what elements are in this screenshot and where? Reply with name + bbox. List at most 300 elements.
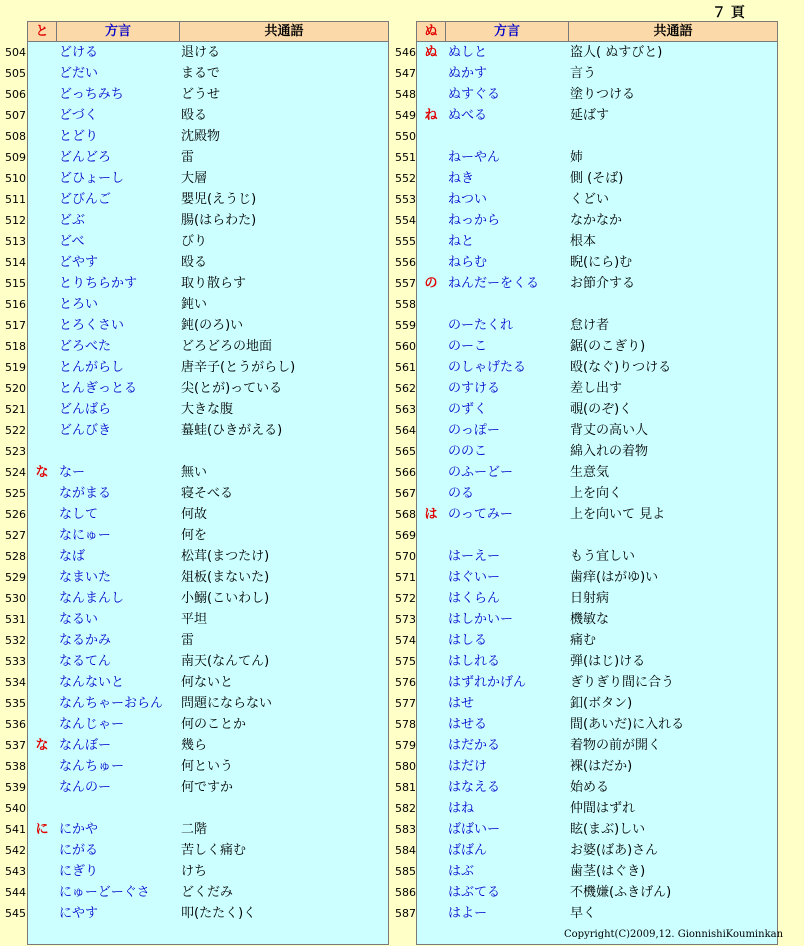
table-row bbox=[395, 84, 777, 105]
dialect-word: ねらむ bbox=[448, 255, 488, 270]
row-number: 568 bbox=[395, 508, 416, 521]
dialect-word: なにゅー bbox=[59, 528, 111, 543]
left-dictionary-table bbox=[5, 21, 389, 945]
row-number: 583 bbox=[395, 823, 416, 836]
table-row bbox=[5, 63, 388, 84]
table-row bbox=[5, 84, 388, 105]
row-number: 519 bbox=[5, 361, 26, 374]
table-row bbox=[395, 357, 777, 378]
row-number: 558 bbox=[395, 298, 416, 311]
table-row bbox=[395, 756, 777, 777]
table-row bbox=[395, 630, 777, 651]
dialect-word: ぬべる bbox=[448, 108, 488, 123]
table-row bbox=[395, 42, 777, 63]
kana-index: は bbox=[424, 507, 438, 522]
row-number: 582 bbox=[395, 802, 416, 815]
table-row bbox=[395, 819, 777, 840]
dialect-word: とろくさい bbox=[59, 318, 125, 333]
row-number: 528 bbox=[5, 550, 26, 563]
row-number: 549 bbox=[395, 109, 416, 122]
table-row bbox=[5, 588, 388, 609]
standard-word: 弾(はじ)ける bbox=[570, 654, 646, 669]
table-row bbox=[5, 357, 388, 378]
dialect-word: はーえー bbox=[448, 549, 501, 564]
standard-word: どろどろの地面 bbox=[181, 339, 273, 354]
row-number: 515 bbox=[5, 277, 26, 290]
standard-word: 腸(はらわた) bbox=[181, 213, 257, 228]
dialect-word: なして bbox=[59, 507, 99, 522]
table-row bbox=[395, 126, 777, 147]
dialect-word: ねっから bbox=[448, 213, 501, 228]
dialect-word: はせ bbox=[448, 696, 475, 711]
row-number: 574 bbox=[395, 634, 416, 647]
table-row bbox=[5, 840, 388, 861]
table-row bbox=[5, 609, 388, 630]
dialect-word: にぎり bbox=[59, 864, 99, 879]
table-row bbox=[5, 105, 388, 126]
row-number: 513 bbox=[5, 235, 26, 248]
standard-word: 南天(なんてん) bbox=[181, 654, 270, 669]
row-number: 581 bbox=[395, 781, 416, 794]
left-table-body bbox=[5, 42, 389, 945]
table-row bbox=[5, 714, 388, 735]
row-number: 526 bbox=[5, 508, 26, 521]
dialect-word: どやす bbox=[59, 255, 99, 270]
dialect-word: はよー bbox=[448, 906, 488, 921]
table-row bbox=[395, 903, 777, 924]
kana-index: の bbox=[424, 276, 438, 291]
row-number: 575 bbox=[395, 655, 416, 668]
table-row bbox=[395, 378, 777, 399]
row-number: 563 bbox=[395, 403, 416, 416]
standard-word: 殴る bbox=[181, 255, 208, 270]
dialect-word: はね bbox=[448, 801, 475, 816]
standard-word: 裸(はだか) bbox=[570, 759, 633, 774]
standard-word: 延ばす bbox=[570, 108, 610, 123]
row-number: 580 bbox=[395, 760, 416, 773]
table-row bbox=[395, 315, 777, 336]
standard-word: 何のことか bbox=[181, 717, 247, 732]
row-number: 539 bbox=[5, 781, 26, 794]
table-row bbox=[395, 777, 777, 798]
row-number: 587 bbox=[395, 907, 416, 920]
table-row bbox=[395, 693, 777, 714]
table-row bbox=[5, 441, 388, 462]
dialect-word: どんばら bbox=[59, 402, 112, 417]
dialect-word: どづく bbox=[59, 108, 98, 123]
standard-word: 何ですか bbox=[181, 780, 234, 795]
dialect-word: はずれかげん bbox=[448, 675, 527, 690]
row-number: 520 bbox=[5, 382, 26, 395]
dialect-word: とろい bbox=[59, 297, 99, 312]
table-row bbox=[5, 567, 388, 588]
row-number: 557 bbox=[395, 277, 416, 290]
dialect-word: はぶてる bbox=[448, 885, 501, 900]
row-number: 512 bbox=[5, 214, 26, 227]
standard-word: 釦(ボタン) bbox=[570, 696, 633, 711]
row-number: 516 bbox=[5, 298, 26, 311]
row-number: 553 bbox=[395, 193, 416, 206]
table-row bbox=[5, 861, 388, 882]
standard-word: 幾ら bbox=[181, 738, 208, 753]
standard-word: 上を向く bbox=[570, 486, 623, 501]
row-number: 533 bbox=[5, 655, 26, 668]
row-number: 522 bbox=[5, 424, 26, 437]
dialect-word: なんちゅー bbox=[59, 759, 125, 774]
row-number: 514 bbox=[5, 256, 26, 269]
table-row bbox=[395, 567, 777, 588]
row-number: 554 bbox=[395, 214, 416, 227]
header-standard-cell: 共通語 bbox=[264, 24, 304, 39]
standard-word: 側 (そば) bbox=[570, 171, 624, 186]
row-number: 564 bbox=[395, 424, 416, 437]
left-table-header bbox=[27, 21, 389, 42]
dialect-word: どぶ bbox=[59, 213, 86, 228]
dialect-word: とんぎっとる bbox=[59, 381, 138, 396]
row-number: 524 bbox=[5, 466, 26, 479]
row-number: 508 bbox=[5, 130, 26, 143]
row-number: 576 bbox=[395, 676, 416, 689]
dialect-word: のふーどー bbox=[448, 465, 514, 480]
table-row bbox=[395, 336, 777, 357]
standard-word: どくだみ bbox=[181, 885, 234, 900]
table-row bbox=[395, 63, 777, 84]
row-number: 509 bbox=[5, 151, 26, 164]
standard-word: 二階 bbox=[181, 822, 208, 837]
dialect-word: ねつい bbox=[448, 192, 488, 207]
row-number: 565 bbox=[395, 445, 416, 458]
standard-word: 雷 bbox=[181, 633, 195, 648]
standard-word: 覗(のぞ)く bbox=[570, 402, 633, 417]
table-row bbox=[5, 399, 388, 420]
row-number: 535 bbox=[5, 697, 26, 710]
standard-word: 眩(まぶ)しい bbox=[570, 822, 646, 837]
dialect-word: なば bbox=[59, 549, 86, 564]
table-row bbox=[5, 903, 388, 924]
row-number: 555 bbox=[395, 235, 416, 248]
dialect-word: ねき bbox=[448, 171, 475, 186]
dialect-word: のーこ bbox=[448, 339, 488, 354]
table-row bbox=[395, 273, 777, 294]
standard-word: 蟇蛙(ひきがえる) bbox=[181, 423, 283, 438]
table-row bbox=[395, 252, 777, 273]
dialect-word: ねーやん bbox=[448, 150, 501, 165]
standard-word: 姉 bbox=[570, 150, 584, 165]
row-number: 560 bbox=[395, 340, 416, 353]
standard-word: 上を向いて 見よ bbox=[570, 507, 666, 522]
dialect-word: ねんだーをくる bbox=[448, 276, 540, 291]
table-row bbox=[5, 42, 388, 63]
dialect-word: なんないと bbox=[59, 675, 125, 690]
dialect-word: どろべた bbox=[59, 339, 112, 354]
standard-word: 鈍い bbox=[181, 297, 208, 312]
standard-word: 早く bbox=[570, 906, 597, 921]
table-row bbox=[395, 462, 777, 483]
dialect-word: ながまる bbox=[59, 486, 112, 501]
row-number: 506 bbox=[5, 88, 26, 101]
table-row bbox=[5, 735, 388, 756]
row-number: 586 bbox=[395, 886, 416, 899]
table-row bbox=[395, 483, 777, 504]
dialect-word: のっぽー bbox=[448, 423, 500, 438]
row-number: 507 bbox=[5, 109, 26, 122]
table-row bbox=[5, 651, 388, 672]
row-number: 523 bbox=[5, 445, 26, 458]
standard-word: どうせ bbox=[181, 87, 221, 102]
table-row bbox=[395, 210, 777, 231]
standard-word: 鋸(のこぎり) bbox=[570, 339, 646, 354]
dialect-word: ばばん bbox=[448, 843, 488, 858]
dialect-word: はしる bbox=[448, 633, 488, 648]
standard-word: 綿入れの着物 bbox=[570, 444, 649, 459]
row-number: 537 bbox=[5, 739, 26, 752]
standard-word: 平坦 bbox=[181, 612, 208, 627]
row-number: 584 bbox=[395, 844, 416, 857]
row-number: 542 bbox=[5, 844, 26, 857]
table-row bbox=[5, 126, 388, 147]
standard-word: 沈殿物 bbox=[181, 129, 221, 144]
standard-word: 苦しく痛む bbox=[181, 843, 247, 858]
table-row bbox=[395, 420, 777, 441]
dialect-word: なまいた bbox=[59, 570, 112, 585]
dialect-word: はしれる bbox=[448, 654, 501, 669]
row-number: 534 bbox=[5, 676, 26, 689]
table-row bbox=[395, 714, 777, 735]
dialect-word: とどり bbox=[59, 129, 99, 144]
standard-word: 退ける bbox=[181, 45, 221, 60]
kana-index: に bbox=[35, 822, 49, 837]
table-row bbox=[5, 798, 388, 819]
dialect-word: とりちらかす bbox=[59, 276, 138, 291]
standard-word: なかなか bbox=[570, 213, 623, 228]
dialect-word: はぶ bbox=[448, 864, 475, 879]
row-number: 546 bbox=[395, 46, 416, 59]
standard-word: 殴(なぐ)りつける bbox=[570, 360, 672, 375]
standard-word: 生意気 bbox=[570, 465, 610, 480]
row-number: 536 bbox=[5, 718, 26, 731]
dialect-word: ばばいー bbox=[448, 822, 501, 837]
standard-word: 歯痒(はがゆ)い bbox=[570, 570, 659, 585]
row-number: 547 bbox=[395, 67, 416, 80]
table-row bbox=[5, 147, 388, 168]
standard-word: 大きな腹 bbox=[181, 402, 234, 417]
standard-word: 問題にならない bbox=[181, 696, 273, 711]
table-row bbox=[5, 546, 388, 567]
table-row bbox=[395, 735, 777, 756]
table-row bbox=[5, 294, 388, 315]
header-dialect-cell: 方言 bbox=[57, 22, 180, 41]
table-row bbox=[395, 840, 777, 861]
table-row bbox=[5, 210, 388, 231]
row-number: 540 bbox=[5, 802, 26, 815]
dialect-word: どんびき bbox=[59, 423, 112, 438]
table-row bbox=[395, 861, 777, 882]
table-row bbox=[395, 189, 777, 210]
standard-word: けち bbox=[181, 864, 208, 879]
table-row bbox=[5, 525, 388, 546]
dialect-word: はだかる bbox=[448, 738, 501, 753]
standard-word: 機敏な bbox=[570, 612, 610, 627]
row-number: 504 bbox=[5, 46, 26, 59]
row-number: 566 bbox=[395, 466, 416, 479]
table-row bbox=[395, 294, 777, 315]
dialect-word: どべ bbox=[59, 234, 85, 249]
table-row bbox=[5, 693, 388, 714]
row-number: 562 bbox=[395, 382, 416, 395]
standard-word: 何ないと bbox=[181, 675, 234, 690]
standard-word: くどい bbox=[570, 192, 610, 207]
row-number: 567 bbox=[395, 487, 416, 500]
table-row bbox=[395, 441, 777, 462]
standard-word: 何を bbox=[181, 528, 208, 543]
dialect-word: どける bbox=[59, 45, 99, 60]
table-row bbox=[5, 420, 388, 441]
dialect-word: のすける bbox=[448, 381, 501, 396]
table-row bbox=[395, 546, 777, 567]
table-row bbox=[395, 504, 777, 525]
row-number: 579 bbox=[395, 739, 416, 752]
table-row bbox=[395, 882, 777, 903]
table-row bbox=[395, 105, 777, 126]
standard-word: 叩(たたく)く bbox=[181, 906, 257, 921]
standard-word: 無い bbox=[181, 465, 208, 480]
table-row bbox=[5, 672, 388, 693]
standard-word: 睨(にら)む bbox=[570, 255, 633, 270]
table-row bbox=[5, 231, 388, 252]
dialect-word: どだい bbox=[59, 66, 99, 81]
table-row bbox=[5, 315, 388, 336]
standard-word: 松茸(まつたけ) bbox=[181, 549, 270, 564]
dialect-word: にがる bbox=[59, 843, 99, 858]
dialect-word: はぐいー bbox=[448, 570, 501, 585]
table-row bbox=[5, 336, 388, 357]
kana-index: な bbox=[35, 738, 49, 753]
table-row bbox=[395, 231, 777, 252]
header-dialect-cell: 方言 bbox=[446, 22, 569, 41]
row-number: 572 bbox=[395, 592, 416, 605]
right-dictionary-table bbox=[395, 21, 778, 945]
table-row bbox=[5, 462, 388, 483]
table-row bbox=[5, 483, 388, 504]
kana-index: ね bbox=[424, 108, 438, 123]
row-number: 505 bbox=[5, 67, 26, 80]
dialect-word: ねと bbox=[448, 234, 475, 249]
dialect-word: はしかいー bbox=[448, 612, 514, 627]
dialect-word: なるかみ bbox=[59, 633, 112, 648]
dialect-word: なんちゃーおらん bbox=[59, 696, 164, 711]
table-row bbox=[5, 504, 388, 525]
standard-word: 根本 bbox=[570, 234, 597, 249]
dialect-word: はだけ bbox=[448, 759, 488, 774]
standard-word: 唐辛子(とうがらし) bbox=[181, 360, 296, 375]
standard-word: 塗りつける bbox=[570, 87, 636, 102]
standard-word: 仲間はずれ bbox=[570, 801, 636, 816]
row-number: 559 bbox=[395, 319, 416, 332]
right-table-header bbox=[416, 21, 778, 42]
row-number: 541 bbox=[5, 823, 26, 836]
table-row bbox=[395, 651, 777, 672]
row-number: 548 bbox=[395, 88, 416, 101]
table-row bbox=[395, 588, 777, 609]
table-row bbox=[5, 273, 388, 294]
table-row bbox=[5, 252, 388, 273]
table-row bbox=[5, 882, 388, 903]
row-number: 532 bbox=[5, 634, 26, 647]
standard-word: 雷 bbox=[181, 150, 195, 165]
standard-word: 言う bbox=[570, 66, 597, 81]
dialect-word: にやす bbox=[59, 906, 99, 921]
row-number: 552 bbox=[395, 172, 416, 185]
dialect-word: なんじゃー bbox=[59, 717, 125, 732]
standard-word: びり bbox=[181, 234, 208, 249]
dialect-word: なんのー bbox=[59, 780, 112, 795]
dialect-word: どっちみち bbox=[59, 87, 124, 102]
table-row bbox=[395, 609, 777, 630]
standard-word: 何という bbox=[181, 759, 234, 774]
row-number: 525 bbox=[5, 487, 26, 500]
standard-word: 殴る bbox=[181, 108, 208, 123]
table-row bbox=[395, 147, 777, 168]
dialect-word: なんまんし bbox=[59, 591, 125, 606]
row-number: 571 bbox=[395, 571, 416, 584]
dialect-word: のーたくれ bbox=[448, 318, 514, 333]
standard-word: 歯茎(はぐき) bbox=[570, 864, 646, 879]
dialect-word: どびんご bbox=[59, 192, 112, 207]
dialect-word: はくらん bbox=[448, 591, 501, 606]
row-number: 573 bbox=[395, 613, 416, 626]
dialect-word: のしゃげたる bbox=[448, 360, 527, 375]
row-number: 550 bbox=[395, 130, 416, 143]
standard-word: 差し出す bbox=[570, 381, 623, 396]
standard-word: もう宜しい bbox=[570, 549, 636, 564]
row-number: 530 bbox=[5, 592, 26, 605]
row-number: 543 bbox=[5, 865, 26, 878]
standard-word: 大層 bbox=[181, 171, 208, 186]
dialect-word: のってみー bbox=[448, 507, 513, 522]
row-number: 529 bbox=[5, 571, 26, 584]
row-number: 510 bbox=[5, 172, 26, 185]
standard-word: 寝そべる bbox=[181, 486, 234, 501]
table-row bbox=[5, 168, 388, 189]
page-number-label: ７ 頁 bbox=[712, 5, 745, 21]
table-row bbox=[395, 399, 777, 420]
standard-word: 鈍(のろ)い bbox=[181, 318, 244, 333]
dialect-word: なるてん bbox=[59, 654, 111, 669]
row-number: 577 bbox=[395, 697, 416, 710]
row-number: 551 bbox=[395, 151, 416, 164]
table-row bbox=[5, 630, 388, 651]
dialect-word: なー bbox=[59, 465, 86, 480]
table-row bbox=[5, 378, 388, 399]
kana-index: な bbox=[35, 465, 49, 480]
row-number: 569 bbox=[395, 529, 416, 542]
kana-index: ぬ bbox=[424, 45, 438, 60]
row-number: 545 bbox=[5, 907, 26, 920]
header-kana-cell: ぬ bbox=[417, 22, 446, 41]
row-number: 511 bbox=[5, 193, 26, 206]
dialect-word: はせる bbox=[448, 717, 488, 732]
row-number: 561 bbox=[395, 361, 416, 374]
row-number: 531 bbox=[5, 613, 26, 626]
standard-word: 嬰児(えうじ) bbox=[181, 192, 257, 207]
standard-word: 不機嫌(ふきげん) bbox=[570, 885, 672, 900]
standard-word: 日射病 bbox=[570, 591, 610, 606]
dialect-word: のる bbox=[448, 486, 475, 501]
table-row bbox=[395, 672, 777, 693]
dialect-word: にかや bbox=[59, 822, 99, 837]
standard-word: お節介する bbox=[570, 276, 636, 291]
dialect-word: なんぼー bbox=[59, 738, 112, 753]
